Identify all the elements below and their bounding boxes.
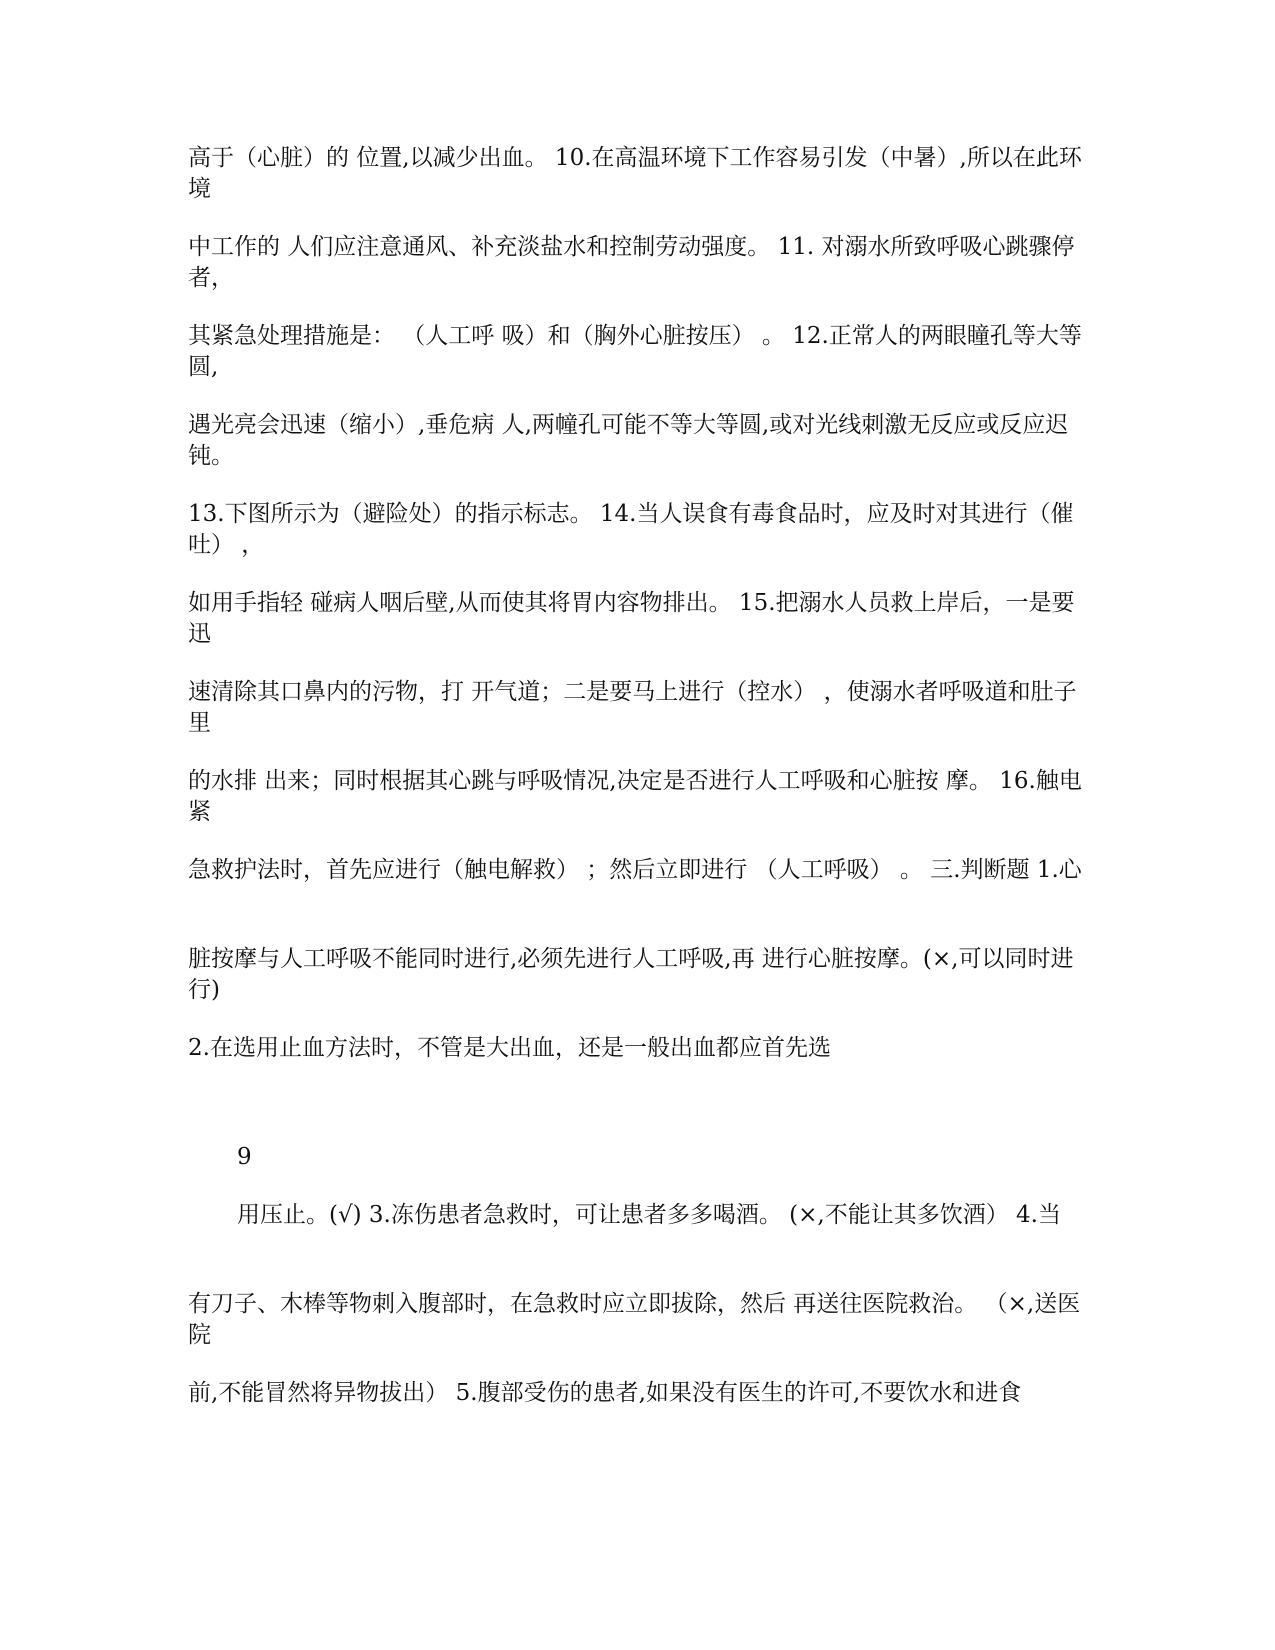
paragraph-2: 中工作的 人们应注意通风、补充淡盐水和控制劳动强度。 11. 对溺水所致呼吸心跳骤停者，: [188, 234, 1075, 291]
paragraph-11: 2.在选用止血方法时，不管是大出血，还是一般出血都应首先选: [188, 1035, 831, 1061]
paragraph-5: 13.下图所示为（避险处）的指示标志。 14.当人误食有毒食品时，应及时对其进行（催吐） ，: [188, 501, 1074, 558]
paragraph-3: 其紧急处理措施是： （人工呼 吸）和（胸外心脏按压） 。 12.正常人的两眼瞳孔等大等圆,: [188, 323, 1082, 380]
paragraph-4: 遇光亮会迅速（缩小）,垂危病 人,两幢孔可能不等大等圆,或对光线刺激无反应或反应迟钝。: [188, 412, 1069, 469]
paragraph-14: 前,不能冒然将异物拔出） 5.腹部受伤的患者,如果没有医生的许可,不要饮水和进食: [188, 1380, 1022, 1406]
paragraph-9: 急救护法时，首先应进行（触电解救） ；然后立即进行 （人工呼吸） 。 三.判断题 1.心: [188, 857, 1082, 883]
paragraph-12: 用压止。(√) 3.冻伤患者急救时，可让患者多多喝酒。 (×,不能让其多饮酒） 4.当: [237, 1202, 1061, 1228]
paragraph-6: 如用手指轻 碰病人咽后壁,从而使其将胃内容物排出。 15.把溺水人员救上岸后，一是要迅: [188, 590, 1075, 647]
page-number: 9: [237, 1144, 252, 1170]
paragraph-10: 脏按摩与人工呼吸不能同时进行,必须先进行人工呼吸,再 进行心脏按摩。(×,可以同时进行): [188, 946, 1074, 1003]
paragraph-8: 的水排 出来；同时根据其心跳与呼吸情况,决定是否进行人工呼吸和心脏按 摩。 16.触电紧: [188, 768, 1082, 825]
paragraph-13: 有刀子、木棒等物刺入腹部时，在急救时应立即拔除，然后 再送往医院救治。 （×,送医院: [188, 1291, 1081, 1348]
paragraph-1: 高于（心脏）的 位置,以减少出血。 10.在高温环境下工作容易引发（中暑）,所以在此环境: [188, 145, 1082, 202]
paragraph-7: 速清除其口鼻内的污物，打 开气道；二是要马上进行（控水） ，使溺水者呼吸道和肚子里: [188, 679, 1077, 736]
